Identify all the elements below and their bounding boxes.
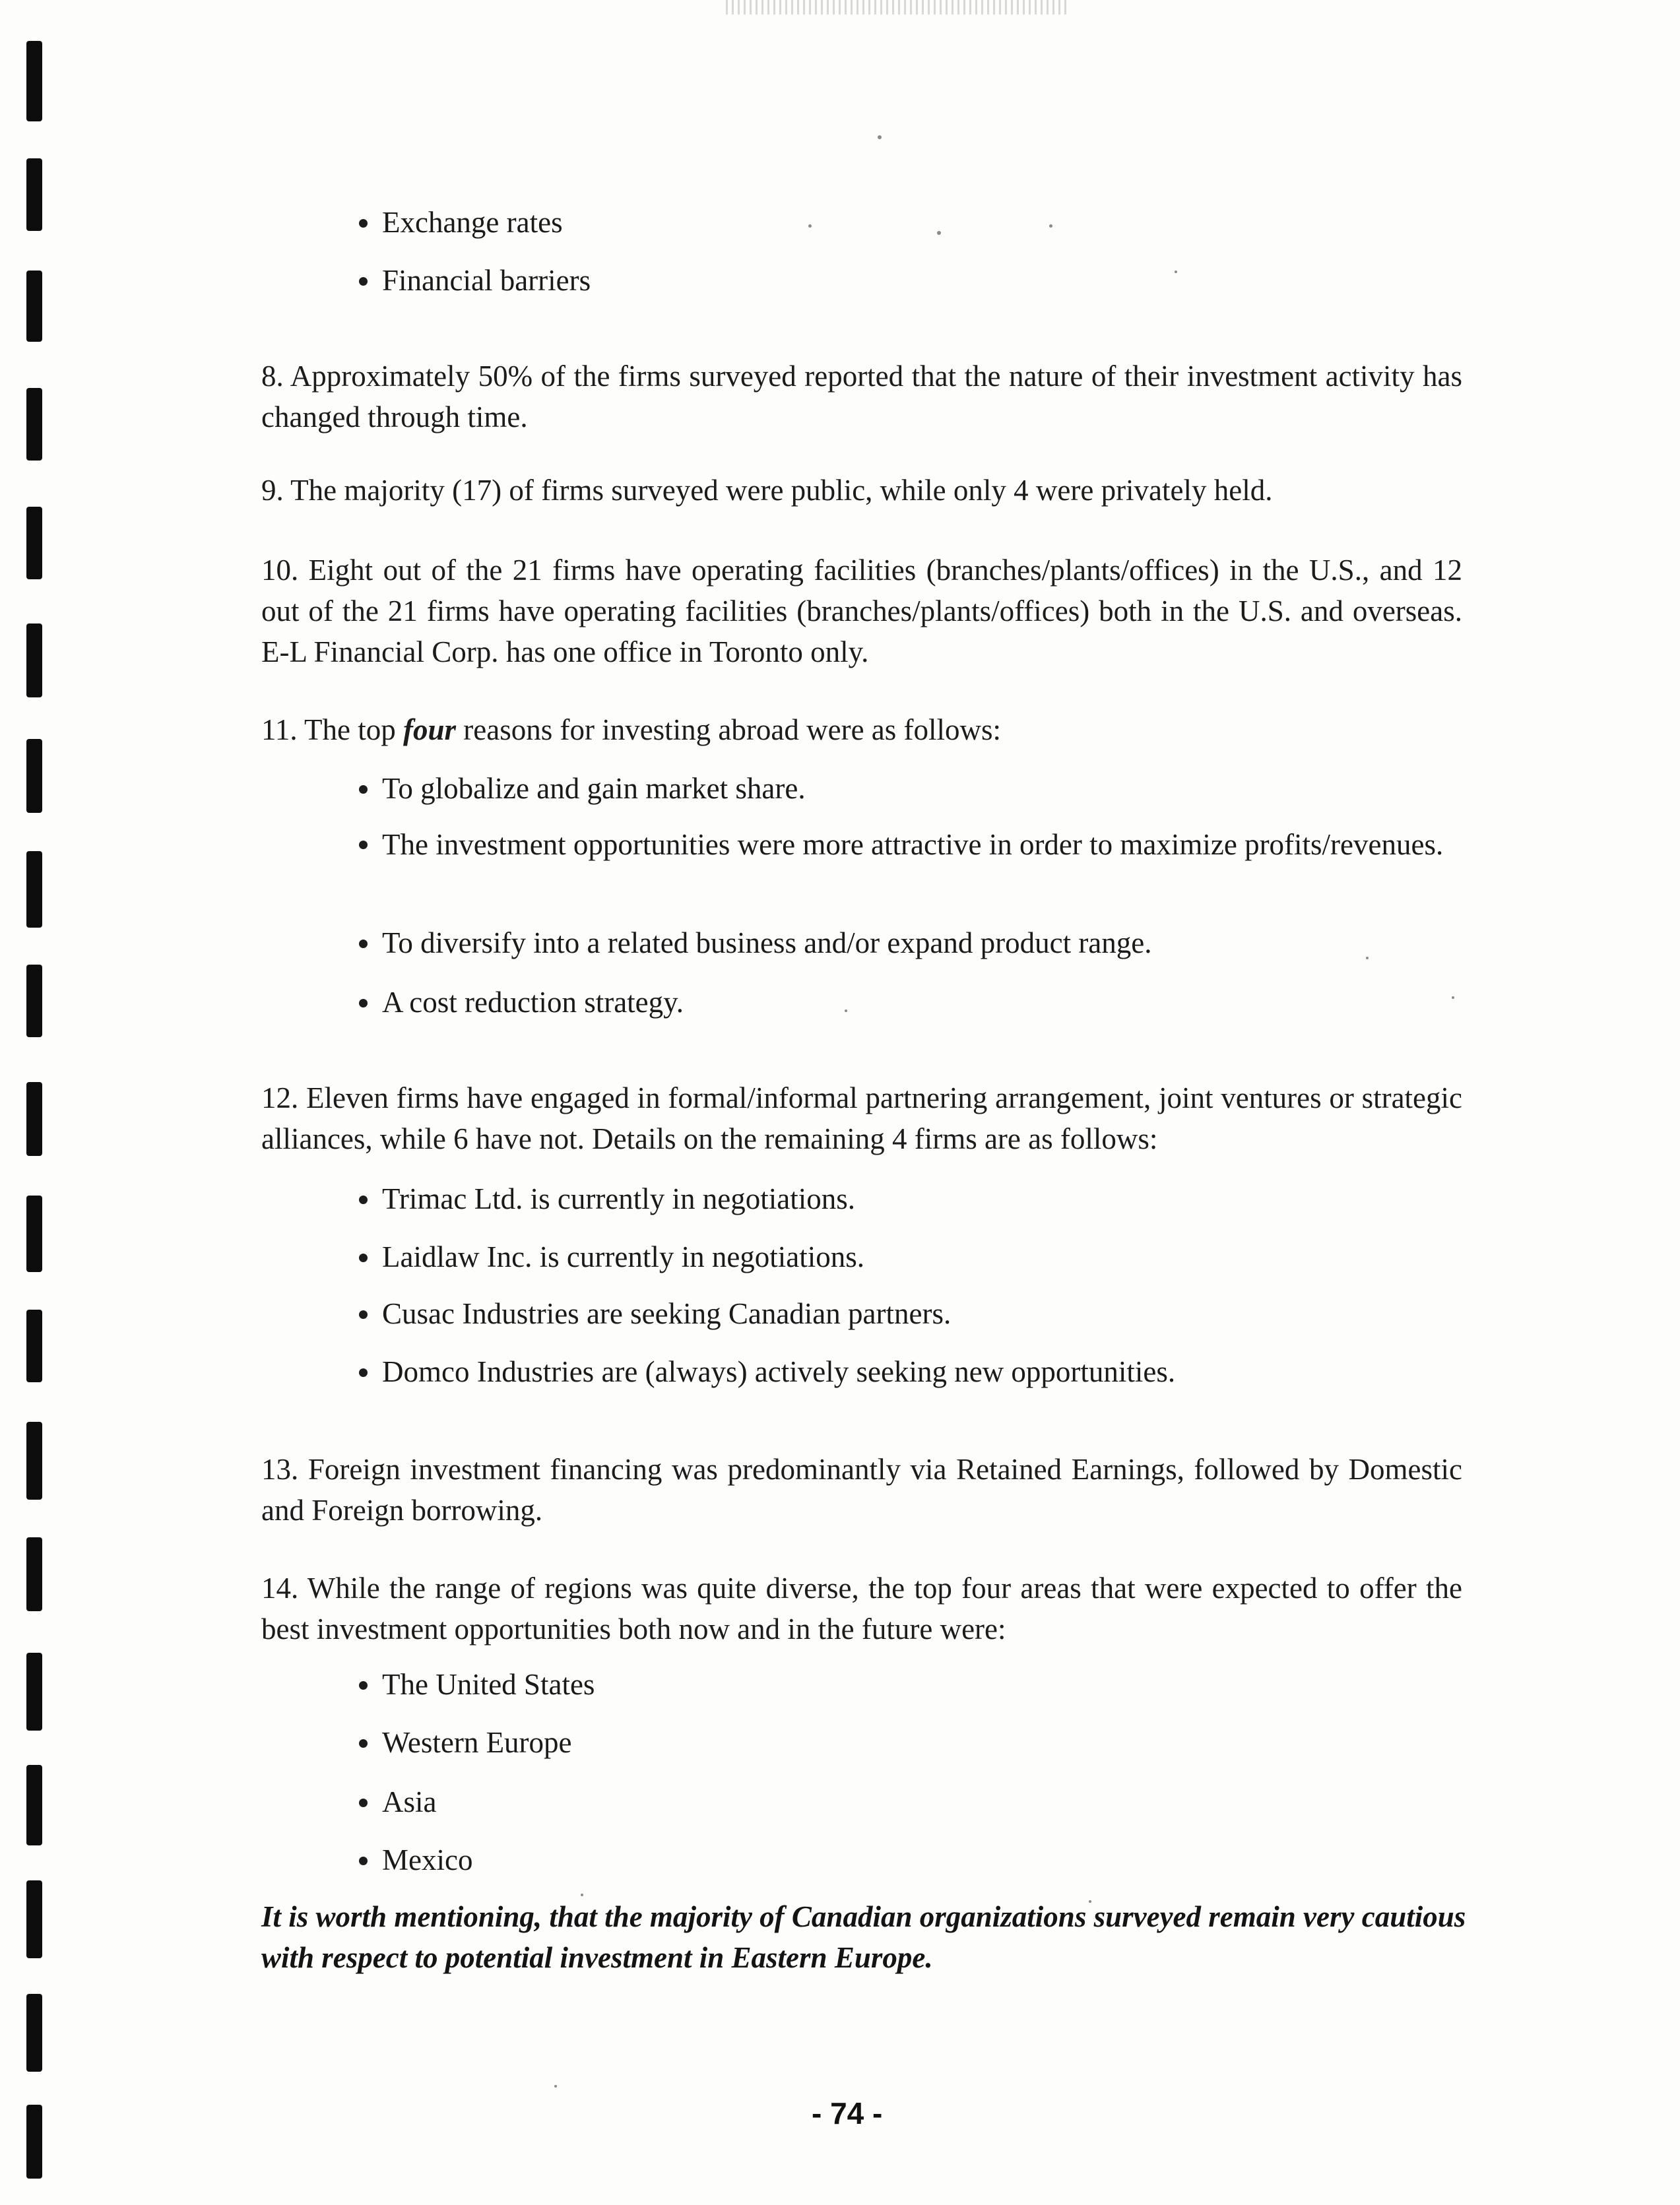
binder-mark bbox=[26, 1310, 42, 1382]
bullet-icon bbox=[359, 1799, 368, 1807]
binder-mark bbox=[26, 739, 42, 813]
bullet-icon bbox=[359, 940, 368, 948]
binder-mark bbox=[26, 1994, 42, 2072]
page-number: - 74 - bbox=[812, 2096, 883, 2130]
binder-mark bbox=[26, 1196, 42, 1272]
binder-mark bbox=[26, 2105, 42, 2179]
list-item: Cusac Industries are seeking Canadian partners. bbox=[359, 1293, 951, 1334]
bullet-icon bbox=[359, 1368, 368, 1377]
list-item: Asia bbox=[359, 1781, 437, 1822]
binder-mark bbox=[26, 158, 42, 231]
paragraph-item-14: 14. While the range of regions was quite diverse, the top four areas that were expected to offer the best investment opportunities both now and in the future were: bbox=[261, 1572, 1462, 1646]
binder-mark bbox=[26, 1880, 42, 1958]
bullet-icon bbox=[359, 785, 368, 794]
binder-mark bbox=[26, 388, 42, 461]
scan-artifact bbox=[937, 231, 941, 235]
binder-mark bbox=[26, 271, 42, 342]
list-item: To globalize and gain market share. bbox=[359, 768, 806, 809]
scan-artifact bbox=[1175, 271, 1177, 273]
bullet-icon bbox=[359, 277, 368, 286]
scan-artifact bbox=[554, 2085, 557, 2088]
list-item: Laidlaw Inc. is currently in negotiations. bbox=[359, 1236, 864, 1277]
bullet-icon bbox=[359, 1196, 368, 1204]
bullet-icon bbox=[359, 999, 368, 1007]
list-item: Western Europe bbox=[359, 1722, 572, 1763]
binder-mark bbox=[26, 851, 42, 928]
binder-mark bbox=[26, 1422, 42, 1500]
paragraph-item-10: 10. Eight out of the 21 firms have operating facilities (branches/plants/offices) in the U.S., and 12 out of the 21 firms have operating facilities (branches/plants/offices) both in the U.S. and overseas. E-L Financial Corp. has one office in Toronto only. bbox=[261, 554, 1462, 668]
paragraph-item-8: 8. Approximately 50% of the firms surveyed reported that the nature of their investment activity has changed through time. bbox=[261, 360, 1462, 433]
list-item: Financial barriers bbox=[359, 260, 591, 301]
binder-mark bbox=[26, 1537, 42, 1611]
bullet-icon bbox=[359, 1681, 368, 1690]
bullet-icon bbox=[359, 219, 368, 228]
binder-mark bbox=[26, 965, 42, 1037]
binder-mark bbox=[26, 1082, 42, 1156]
bullet-icon bbox=[359, 1739, 368, 1748]
list-item: Trimac Ltd. is currently in negotiations. bbox=[359, 1178, 855, 1219]
binder-mark bbox=[26, 41, 42, 121]
paragraph-item-13: 13. Foreign investment financing was predominantly via Retained Earnings, followed by Domestic and Foreign borrowing. bbox=[261, 1453, 1462, 1527]
paragraph-item-12: 12. Eleven firms have engaged in formal/informal partnering arrangement, joint ventures or strategic alliances, while 6 have not. Details on the remaining 4 firms are as follows: bbox=[261, 1081, 1462, 1155]
bullet-icon bbox=[359, 1857, 368, 1865]
scan-artifact bbox=[808, 224, 812, 228]
list-item: The United States bbox=[359, 1664, 595, 1705]
closing-note: It is worth mentioning, that the majority of Canadian organizations surveyed remain very cautious with respect to potential investment in Eastern Europe. bbox=[261, 1900, 1466, 1974]
scan-artifact bbox=[1452, 996, 1454, 999]
bullet-icon bbox=[359, 1310, 368, 1319]
scan-artifact bbox=[1366, 957, 1369, 959]
list-item: The investment opportunities were more attractive in order to maximize profits/revenues. bbox=[359, 826, 1461, 863]
list-item: Exchange rates bbox=[359, 202, 563, 243]
binder-mark bbox=[26, 1765, 42, 1845]
list-item: Mexico bbox=[359, 1839, 472, 1880]
list-item: A cost reduction strategy. bbox=[359, 982, 684, 1023]
list-item: To diversify into a related business and/or expand product range. bbox=[359, 922, 1152, 963]
scan-artifact bbox=[845, 1009, 847, 1012]
scan-artifact bbox=[1049, 224, 1052, 228]
bullet-icon bbox=[359, 841, 368, 849]
binder-mark bbox=[26, 623, 42, 697]
scan-artifact bbox=[726, 0, 1069, 15]
paragraph-item-9: 9. The majority (17) of firms surveyed were public, while only 4 were privately held. bbox=[261, 474, 1273, 507]
binder-mark bbox=[26, 507, 42, 579]
binder-mark bbox=[26, 1653, 42, 1731]
list-item: Domco Industries are (always) actively seeking new opportunities. bbox=[359, 1351, 1175, 1392]
paragraph-item-11: 11. The top four reasons for investing abroad were as follows: bbox=[261, 713, 1002, 746]
bullet-icon bbox=[359, 1254, 368, 1262]
scan-artifact bbox=[878, 135, 882, 139]
